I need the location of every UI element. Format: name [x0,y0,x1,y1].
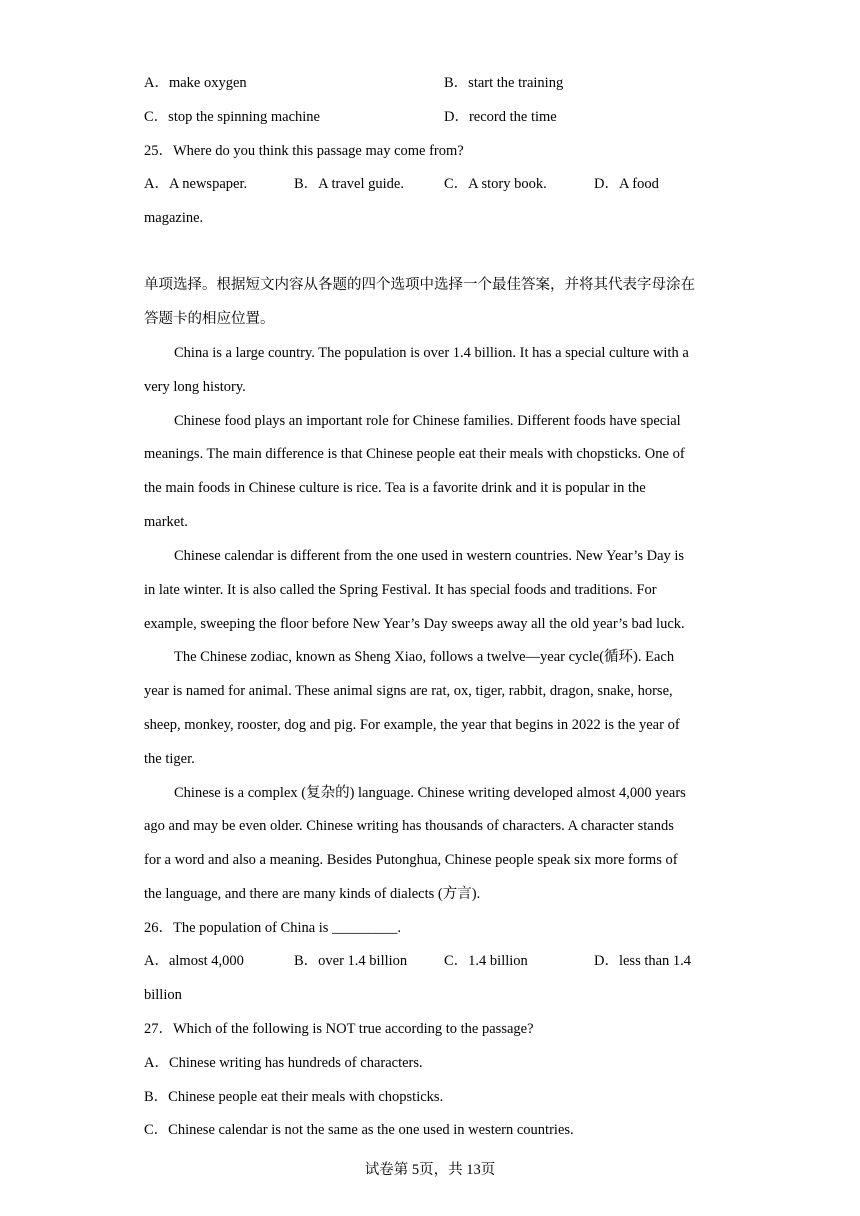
q26-option-d: D．less than 1.4 [594,953,692,969]
q26-option-a: A．almost 4,000 [144,953,244,969]
passage-line: in late winter. It is also called the Spring Festival. It has special foods and traditions. For [144,582,657,598]
passage-line: the language, and there are many kinds of dialects (方言). [144,886,481,902]
q24-option-d: D．record the time [444,109,557,125]
q26-stem: 26．The population of China is _________. [144,920,401,936]
passage-line: ago and may be even older. Chinese writing has thousands of characters. A character stands [144,818,674,834]
q24-option-c: C．stop the spinning machine [144,109,320,125]
q24-option-b: B．start the training [444,75,564,91]
q25-option-a: A．A newspaper. [144,176,248,192]
passage-line: meanings. The main difference is that Chinese people eat their meals with chopsticks. One of [144,446,685,462]
passage-line: very long history. [144,379,246,395]
q27-option-b: B．Chinese people eat their meals with chopsticks. [144,1089,444,1105]
passage-line: year is named for animal. These animal signs are rat, ox, tiger, rabbit, dragon, snake, horse, [144,683,673,699]
passage-line: for a word and also a meaning. Besides Putonghua, Chinese people speak six more forms of [144,852,678,868]
passage-line: Chinese food plays an important role for Chinese families. Different foods have special [174,413,681,429]
q26-option-b: B．over 1.4 billion [294,953,408,969]
passage-line: China is a large country. The population is over 1.4 billion. It has a special culture with a [174,345,689,361]
section-instruction-line1: 单项选择。根据短文内容从各题的四个选项中选择一个最佳答案，并将其代表字母涂在 [144,277,695,293]
passage-line: The Chinese zodiac, known as Sheng Xiao, follows a twelve—year cycle(循环). Each [174,649,675,665]
q25-option-d-continuation: magazine. [144,210,204,226]
q26-option-c: C．1.4 billion [444,953,528,969]
q25-option-c: C．A story book. [444,176,547,192]
passage-line: the main foods in Chinese culture is rice. Tea is a favorite drink and it is popular in the [144,480,646,496]
q25-option-b: B．A travel guide. [294,176,404,192]
q27-stem: 27．Which of the following is NOT true according to the passage? [144,1021,534,1037]
section-instruction-line2: 答题卡的相应位置。 [144,311,275,327]
passage-line: the tiger. [144,751,195,767]
q27-option-c: C．Chinese calendar is not the same as the one used in western countries. [144,1122,574,1138]
passage-line: market. [144,514,188,530]
page-footer: 试卷第 5页，共 13页 [364,1162,496,1178]
passage-line: Chinese is a complex (复杂的) language. Chinese writing developed almost 4,000 years [174,785,686,801]
passage-line: sheep, monkey, rooster, dog and pig. For example, the year that begins in 2022 is the year of [144,717,680,733]
q25-option-d: D．A food [594,176,659,192]
q24-option-a: A．make oxygen [144,75,247,91]
q25-stem: 25．Where do you think this passage may come from? [144,143,464,159]
passage-line: example, sweeping the floor before New Year’s Day sweeps away all the old year’s bad luck. [144,616,685,632]
q27-option-a: A．Chinese writing has hundreds of characters. [144,1055,423,1071]
q26-option-d-continuation: billion [144,987,182,1003]
passage-line: Chinese calendar is different from the one used in western countries. New Year’s Day is [174,548,685,564]
